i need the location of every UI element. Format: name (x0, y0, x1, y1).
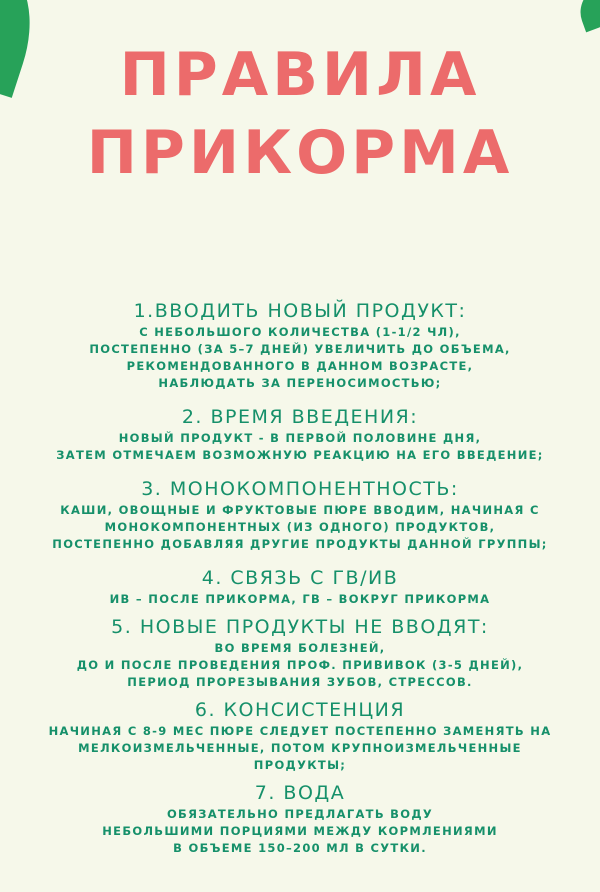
rule-line: ПЕРИОД ПРОРЕЗЫВАНИЯ ЗУБОВ, СТРЕССОВ. (127, 675, 473, 689)
rules-list (0, 300, 600, 871)
rule-heading: 5. НОВЫЕ ПРОДУКТЫ НЕ ВВОДЯТ: (111, 616, 489, 638)
rule-body (0, 591, 600, 608)
rule-section-6 (0, 699, 600, 774)
rule-line: В ОБЪЕМЕ 150–200 МЛ В СУТКИ. (173, 841, 427, 855)
rule-section-5 (0, 616, 600, 691)
rule-line: ПОСТЕПЕННО ДОБАВЛЯЯ ДРУГИЕ ПРОДУКТЫ ДАННОЙ ГРУППЫ; (52, 537, 548, 551)
rule-section-7 (0, 782, 600, 857)
rule-line: С НЕБОЛЬШОГО КОЛИЧЕСТВА (1-1/2 ЧЛ), (139, 325, 461, 339)
rule-line: НАБЛЮДАТЬ ЗА ПЕРЕНОСИМОСТЬЮ; (158, 376, 442, 390)
rule-line: КАШИ, ОВОЩНЫЕ И ФРУКТОВЫЕ ПЮРЕ ВВОДИМ, НАЧИНАЯ С (60, 503, 540, 517)
rule-heading: 6. КОНСИСТЕНЦИЯ (194, 699, 406, 721)
rule-body (0, 723, 600, 774)
rule-line: ОБЯЗАТЕЛЬНО ПРЕДЛАГАТЬ ВОДУ (166, 807, 434, 821)
rule-heading: 1.ВВОДИТЬ НОВЫЙ ПРОДУКТ: (133, 300, 467, 322)
rule-body (0, 502, 600, 553)
rule-heading: 7. ВОДА (254, 782, 346, 804)
rule-line: ПРОДУКТЫ; (253, 758, 347, 772)
rule-line: РЕКОМЕНДОВАННОГО В ДАННОМ ВОЗРАСТЕ, (126, 359, 474, 373)
rule-body (0, 806, 600, 857)
rule-line: ВО ВРЕМЯ БОЛЕЗНЕЙ, (214, 641, 386, 655)
rule-line: НЕБОЛЬШИМИ ПОРЦИЯМИ МЕЖДУ КОРМЛЕНИЯМИ (102, 824, 498, 838)
rule-section-4 (0, 567, 600, 608)
rule-line: МЕЛКОИЗМЕЛЬЧЕННЫЕ, ПОТОМ КРУПНОИЗМЕЛЬЧЕННЫЕ (78, 741, 522, 755)
rule-heading: 2. ВРЕМЯ ВВЕДЕНИЯ: (181, 406, 419, 428)
rule-line: НОВЫЙ ПРОДУКТ - В ПЕРВОЙ ПОЛОВИНЕ ДНЯ, (118, 431, 482, 445)
rule-line: МОНОКОМПОНЕНТНЫХ (ИЗ ОДНОГО) ПРОДУКТОВ, (104, 520, 496, 534)
rule-line: ДО И ПОСЛЕ ПРОВЕДЕНИЯ ПРОФ. ПРИВИВОК (3-5 ДНЕЙ), (76, 658, 524, 672)
rule-line: НАЧИНАЯ С 8-9 МЕС ПЮРЕ СЛЕДУЕТ ПОСТЕПЕННО ЗАМЕНЯТЬ НА (48, 724, 552, 738)
rule-line: ЗАТЕМ ОТМЕЧАЕМ ВОЗМОЖНУЮ РЕАКЦИЮ НА ЕГО ВВЕДЕНИЕ; (56, 448, 544, 462)
title-line-2: ПРИКОРМА (86, 118, 514, 188)
rule-heading: 4. СВЯЗЬ С ГВ/ИВ (201, 567, 399, 589)
rule-line: ПОСТЕПЕННО (ЗА 5–7 ДНЕЙ) УВЕЛИЧИТЬ ДО ОБЪЕМА, (89, 342, 511, 356)
rule-body (0, 640, 600, 691)
rule-line: ИВ – ПОСЛЕ ПРИКОРМА, ГВ – ВОКРУГ ПРИКОРМА (109, 592, 491, 606)
rule-body (0, 324, 600, 392)
rule-section-2 (0, 406, 600, 464)
rule-body (0, 430, 600, 464)
rule-heading: 3. МОНОКОМПОНЕНТНОСТЬ: (141, 478, 459, 500)
poster-title (0, 36, 600, 192)
green-leaf-decoration-right (572, 0, 600, 32)
title-line-1: ПРАВИЛА (119, 40, 481, 110)
rule-section-1 (0, 300, 600, 392)
rule-section-3 (0, 478, 600, 553)
